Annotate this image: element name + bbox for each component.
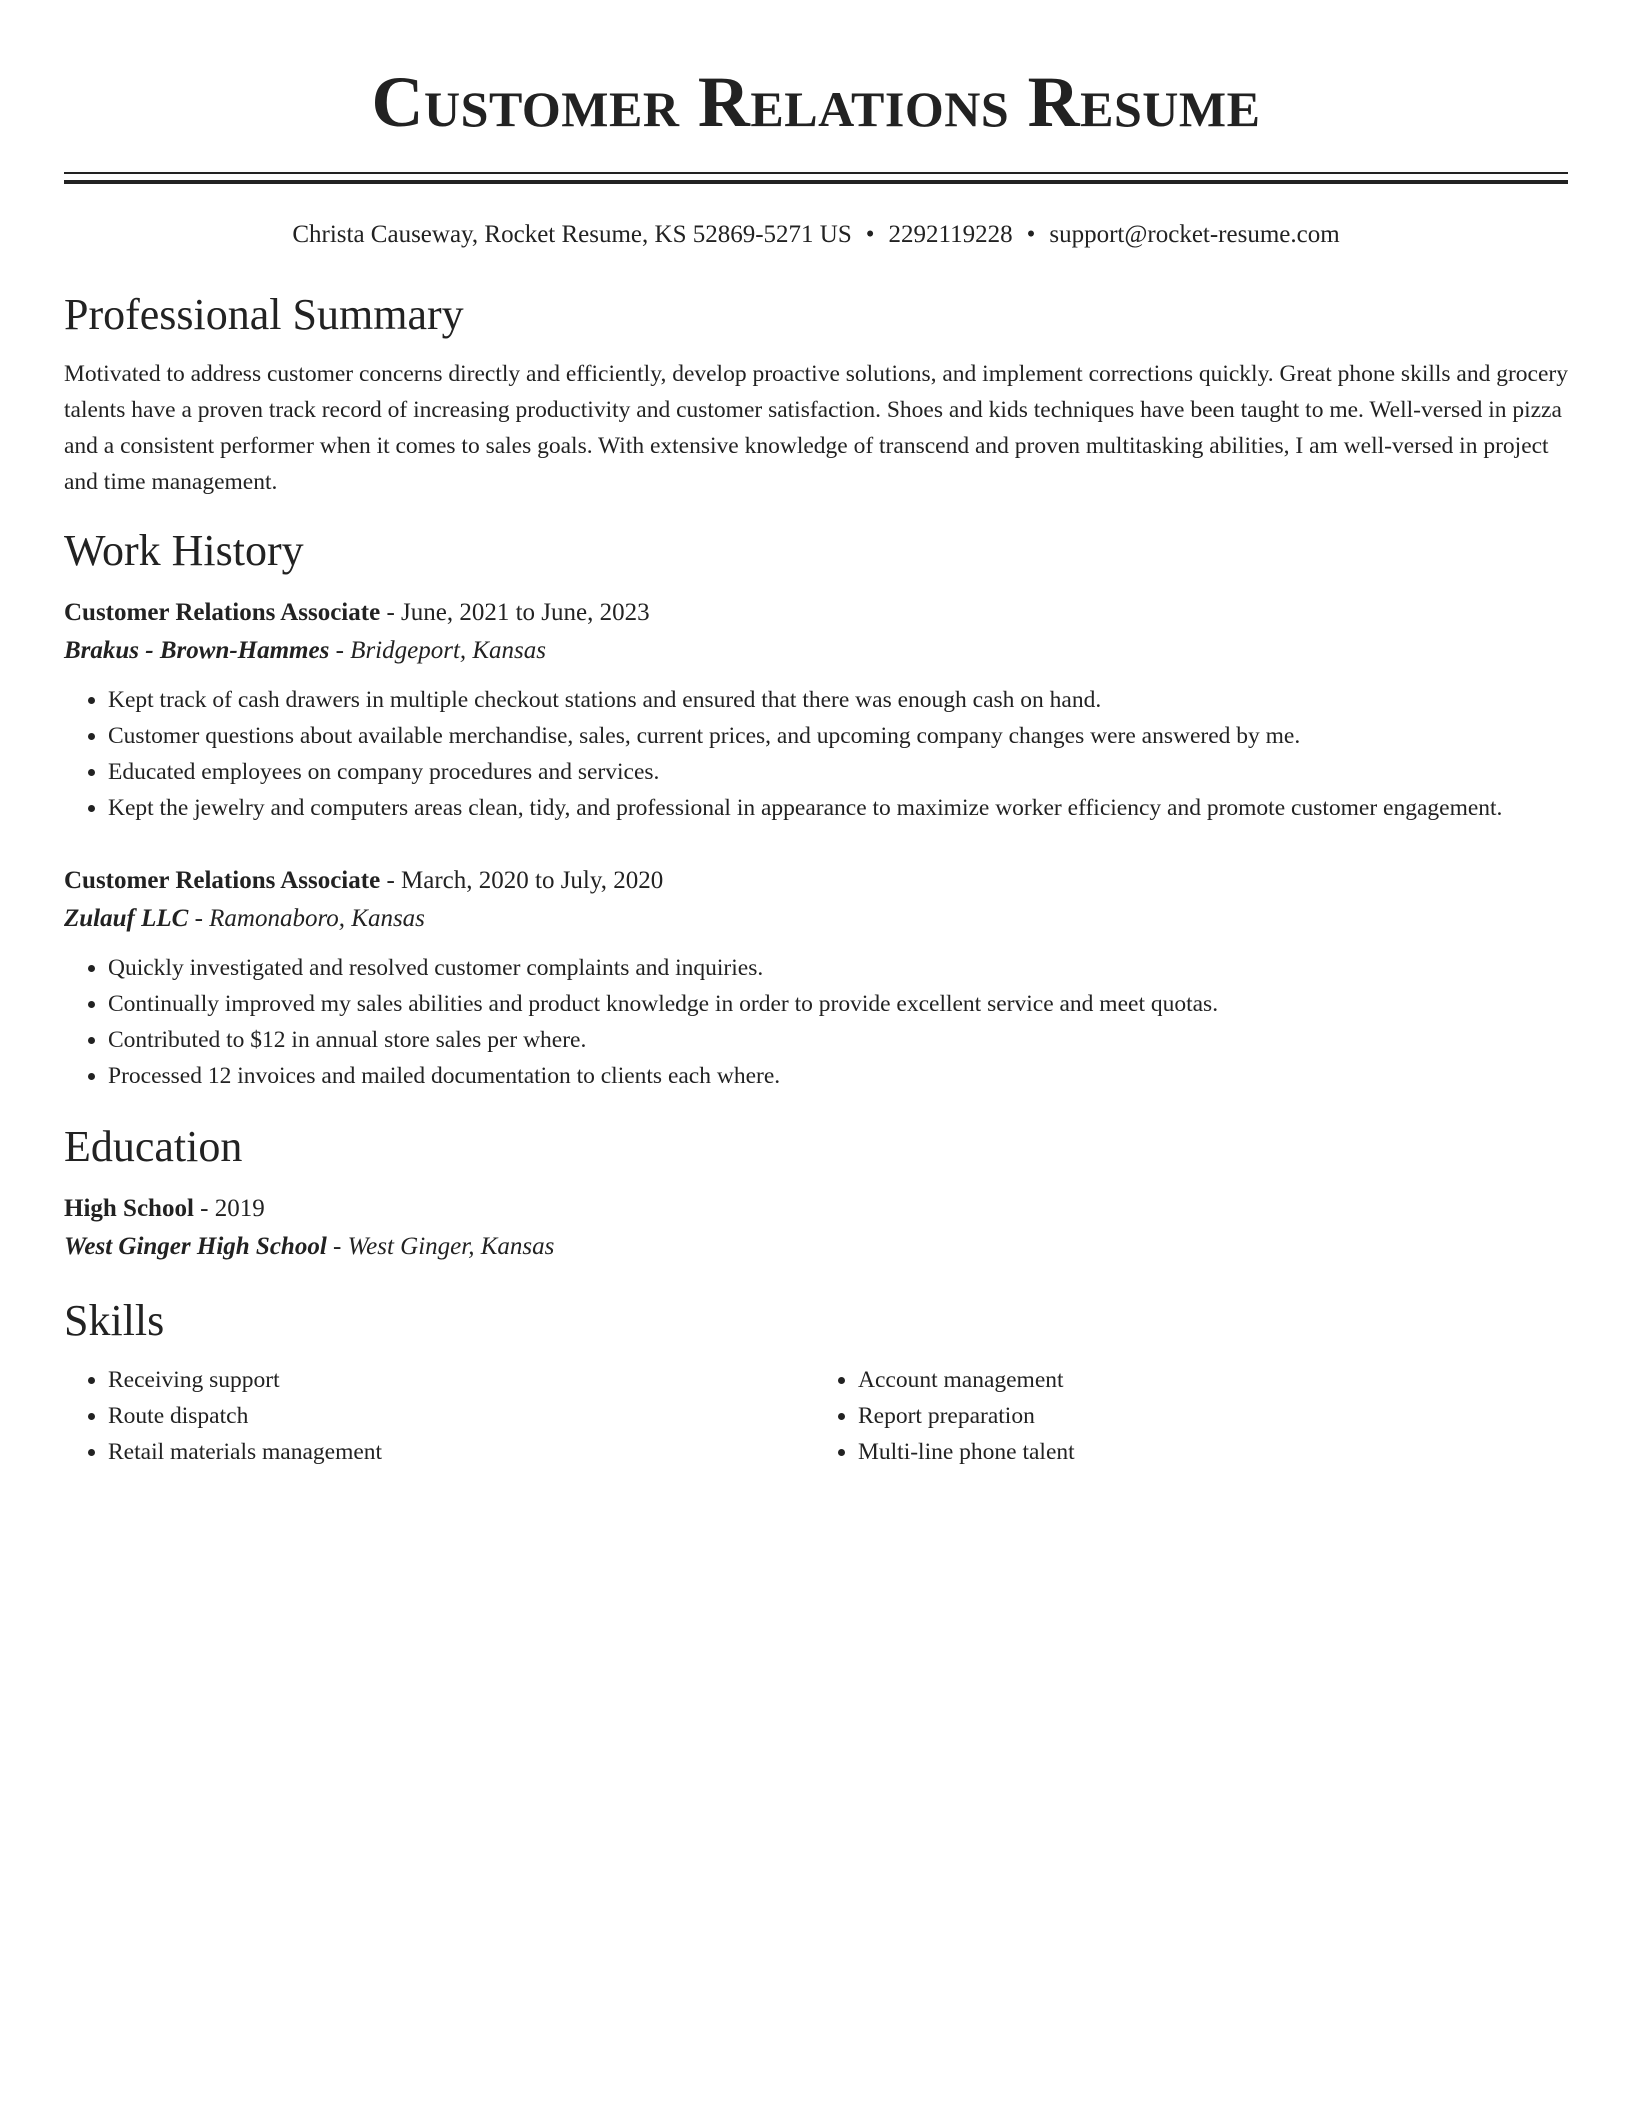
title-divider-thin bbox=[64, 172, 1568, 174]
skill-item: • Multi-line phone talent bbox=[858, 1434, 1568, 1470]
list-item: • Continually improved my sales abilities and product knowledge in order to provide excellent service and meet quotas. bbox=[108, 986, 1568, 1022]
education-year: - 2019 bbox=[193, 1195, 265, 1222]
list-item: • Kept track of cash drawers in multiple checkout stations and ensured that there was enough cash on hand. bbox=[108, 682, 1568, 718]
work-history-heading: Work History bbox=[64, 526, 304, 575]
skill-item: • Account management bbox=[858, 1362, 1568, 1398]
job-bullets bbox=[64, 682, 1568, 826]
summary-heading: Professional Summary bbox=[64, 290, 464, 339]
job-location: - Ramonaboro, Kansas bbox=[188, 905, 425, 932]
skills-heading: Skills bbox=[64, 1296, 165, 1345]
contact-address: Christa Causeway, Rocket Resume, KS 52869-5271 US bbox=[292, 221, 852, 248]
list-item: • Contributed to $12 in annual store sales per where. bbox=[108, 1022, 1568, 1058]
job-entry bbox=[64, 594, 1568, 826]
contact-separator: • bbox=[865, 221, 875, 248]
education-degree: High School bbox=[64, 1195, 194, 1222]
job-dates: - March, 2020 to July, 2020 bbox=[380, 867, 664, 894]
title-divider-thick bbox=[64, 180, 1568, 184]
education-location: - West Ginger, Kansas bbox=[326, 1233, 555, 1260]
education-degree-line bbox=[64, 1190, 1568, 1228]
education-school: West Ginger High School bbox=[64, 1233, 327, 1260]
job-dates: - June, 2021 to June, 2023 bbox=[380, 599, 650, 626]
contact-separator: • bbox=[1026, 221, 1036, 248]
list-item: • Educated employees on company procedures and services. bbox=[108, 754, 1568, 790]
job-location: - Bridgeport, Kansas bbox=[329, 637, 547, 664]
skill-item: • Report preparation bbox=[858, 1398, 1568, 1434]
list-item: • Customer questions about available merchandise, sales, current prices, and upcoming company changes were answered by me. bbox=[108, 718, 1568, 754]
job-company: Brakus - Brown-Hammes bbox=[64, 637, 330, 664]
list-item: • Quickly investigated and resolved customer complaints and inquiries. bbox=[108, 950, 1568, 986]
summary-text: Motivated to address customer concerns directly and efficiently, develop proactive solutions, and implement corrections quickly. Great phone skills and grocery talents have a proven track record of increasing productivity and customer satisfaction. Shoes and kids techniques have been taught to me. Well-versed in pizza and a consistent performer when it comes to sales goals. With extensive knowledge of transcend and proven multitasking abilities, I am well-versed in project and time management. bbox=[64, 361, 1568, 495]
skills-columns bbox=[64, 1362, 1568, 1470]
job-entry bbox=[64, 862, 1568, 1094]
skill-item: • Retail materials management bbox=[108, 1434, 818, 1470]
skill-item: • Receiving support bbox=[108, 1362, 818, 1398]
job-role: Customer Relations Associate bbox=[64, 867, 381, 894]
contact-phone: 2292119228 bbox=[888, 221, 1013, 248]
skills-list-left bbox=[64, 1362, 818, 1470]
contact-email: support@rocket-resume.com bbox=[1049, 221, 1340, 248]
job-bullets bbox=[64, 950, 1568, 1094]
job-role: Customer Relations Associate bbox=[64, 599, 381, 626]
job-company: Zulauf LLC bbox=[64, 905, 189, 932]
job-title-line bbox=[64, 594, 1568, 632]
education-heading: Education bbox=[64, 1122, 243, 1171]
education-entry bbox=[64, 1190, 1568, 1266]
education-school-line bbox=[64, 1228, 1568, 1266]
resume-title: Customer Relations Resume bbox=[371, 62, 1261, 142]
skill-item: • Route dispatch bbox=[108, 1398, 818, 1434]
list-item: • Kept the jewelry and computers areas clean, tidy, and professional in appearance to maximize worker efficiency and promote customer engagement. bbox=[108, 790, 1568, 826]
job-company-line bbox=[64, 632, 1568, 670]
job-company-line bbox=[64, 900, 1568, 938]
skills-list-right bbox=[818, 1362, 1568, 1470]
job-title-line bbox=[64, 862, 1568, 900]
contact-line bbox=[64, 218, 1568, 252]
list-item: • Processed 12 invoices and mailed documentation to clients each where. bbox=[108, 1058, 1568, 1094]
